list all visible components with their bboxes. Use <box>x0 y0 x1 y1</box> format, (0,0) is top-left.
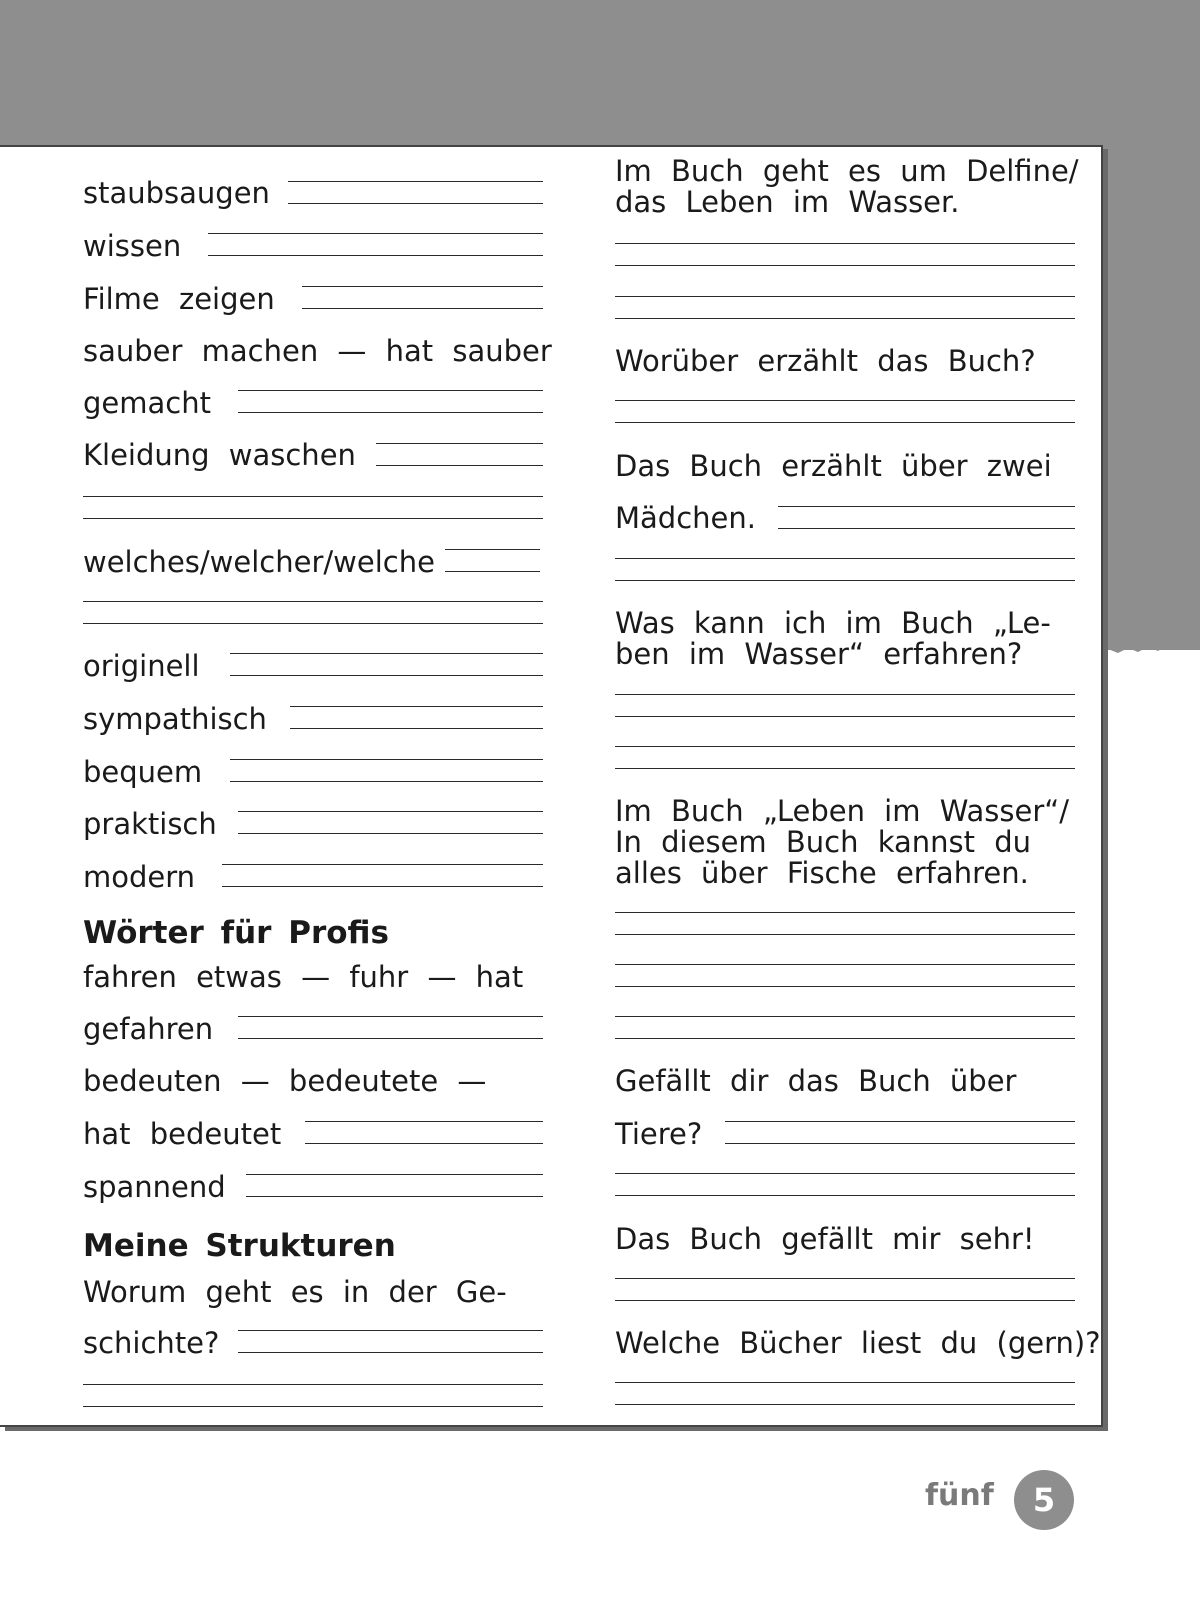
writing-line <box>290 706 543 707</box>
writing-line <box>230 653 543 654</box>
vocab-modern: modern <box>83 860 196 894</box>
structure-erzaehlt: Das Buch erzählt über zwei <box>615 449 1052 483</box>
writing-line <box>222 886 543 887</box>
writing-line <box>305 1121 543 1122</box>
writing-line <box>615 400 1075 401</box>
page-word: fünf <box>925 1478 994 1513</box>
vocab-praktisch: praktisch <box>83 807 217 841</box>
vocab-originell: originell <box>83 649 200 683</box>
writing-line <box>246 1196 543 1197</box>
writing-line <box>615 422 1075 423</box>
writing-line <box>246 1174 543 1175</box>
vocab-sauber-machen: sauber machen — hat sauber <box>83 334 552 368</box>
writing-line <box>302 308 543 309</box>
writing-line <box>725 1143 1075 1144</box>
writing-line <box>83 601 543 602</box>
writing-line <box>222 864 543 865</box>
structure-worum: Worum geht es in der Ge- <box>83 1275 507 1309</box>
vocab-fahren: fahren etwas — fuhr — hat <box>83 960 524 994</box>
writing-line <box>288 203 543 204</box>
writing-line <box>615 265 1075 266</box>
vocab-bequem: bequem <box>83 755 203 789</box>
structure-gefaellt-dir: Gefällt dir das Buch über <box>615 1064 1017 1098</box>
vocab-bedeuten: bedeuten — bedeutete — <box>83 1064 487 1098</box>
writing-line <box>615 1038 1075 1039</box>
structure-worueber: Worüber erzählt das Buch? <box>615 344 1036 378</box>
writing-line <box>230 781 543 782</box>
structure-delfine: Im Buch geht es um Delfine/ das Leben im Wasser. <box>615 154 1079 219</box>
writing-line <box>238 833 543 834</box>
writing-line <box>83 1384 543 1385</box>
writing-line <box>238 412 543 413</box>
structure-was-kann: Was kann ich im Buch „Le- ben im Wasser“ erfahren? <box>615 606 1051 671</box>
writing-line <box>208 255 543 256</box>
vocab-wissen: wissen <box>83 229 182 263</box>
writing-line <box>778 528 1075 529</box>
writing-line <box>83 518 543 519</box>
structure-tiere: Tiere? <box>615 1117 703 1151</box>
vocab-gemacht: gemacht <box>83 386 211 420</box>
writing-line <box>305 1143 543 1144</box>
structure-maedchen: Mädchen. <box>615 501 756 535</box>
writing-line <box>238 811 543 812</box>
writing-line <box>778 506 1075 507</box>
vocab-hat-bedeutet: hat bedeutet <box>83 1117 282 1151</box>
vocab-gefahren: gefahren <box>83 1012 214 1046</box>
vocab-welches: welches/welcher/welche <box>83 545 435 579</box>
heading-woerter-fuer-profis: Wörter für Profis <box>83 915 389 951</box>
heading-meine-strukturen: Meine Strukturen <box>83 1228 396 1264</box>
writing-line <box>230 759 543 760</box>
writing-line <box>83 496 543 497</box>
writing-line <box>288 181 543 182</box>
writing-line <box>445 549 540 550</box>
writing-line <box>615 716 1075 717</box>
vocab-spannend: spannend <box>83 1170 226 1204</box>
writing-line <box>615 1016 1075 1017</box>
torn-edge <box>1100 640 1200 660</box>
structure-im-buch: Im Buch „Leben im Wasser“/ In diesem Buch kannst du alles über Fische erfahren. <box>615 794 1070 890</box>
gray-header-band <box>0 0 1200 145</box>
writing-line <box>615 1382 1075 1383</box>
writing-line <box>83 1406 543 1407</box>
vocab-staubsaugen: staubsaugen <box>83 176 270 210</box>
writing-line <box>238 390 543 391</box>
vocab-sympathisch: sympathisch <box>83 702 267 736</box>
writing-line <box>615 694 1075 695</box>
writing-line <box>615 1278 1075 1279</box>
structure-welche-buecher: Welche Bücher liest du (gern)? <box>615 1326 1101 1360</box>
writing-line <box>83 623 543 624</box>
writing-line <box>615 243 1075 244</box>
gray-side-band <box>1100 0 1200 650</box>
writing-line <box>230 675 543 676</box>
vocab-kleidung-waschen: Kleidung waschen <box>83 438 356 472</box>
vocab-filme-zeigen: Filme zeigen <box>83 282 275 316</box>
structure-gefaellt-mir: Das Buch gefällt mir sehr! <box>615 1222 1035 1256</box>
writing-line <box>615 318 1075 319</box>
writing-line <box>238 1038 543 1039</box>
writing-line <box>238 1330 543 1331</box>
writing-line <box>208 233 543 234</box>
writing-line <box>615 746 1075 747</box>
writing-line <box>615 1404 1075 1405</box>
writing-line <box>615 1195 1075 1196</box>
writing-line <box>615 296 1075 297</box>
writing-line <box>290 728 543 729</box>
writing-line <box>376 465 543 466</box>
writing-line <box>615 768 1075 769</box>
writing-line <box>302 286 543 287</box>
writing-line <box>615 986 1075 987</box>
writing-line <box>615 964 1075 965</box>
writing-line <box>725 1121 1075 1122</box>
writing-line <box>615 580 1075 581</box>
writing-line <box>445 571 540 572</box>
writing-line <box>615 912 1075 913</box>
writing-line <box>615 558 1075 559</box>
writing-line <box>615 1300 1075 1301</box>
writing-line <box>615 934 1075 935</box>
page-number-badge: 5 <box>1014 1470 1074 1530</box>
writing-line <box>376 443 543 444</box>
writing-line <box>238 1016 543 1017</box>
structure-schichte: schichte? <box>83 1326 220 1360</box>
writing-line <box>238 1352 543 1353</box>
writing-line <box>615 1173 1075 1174</box>
